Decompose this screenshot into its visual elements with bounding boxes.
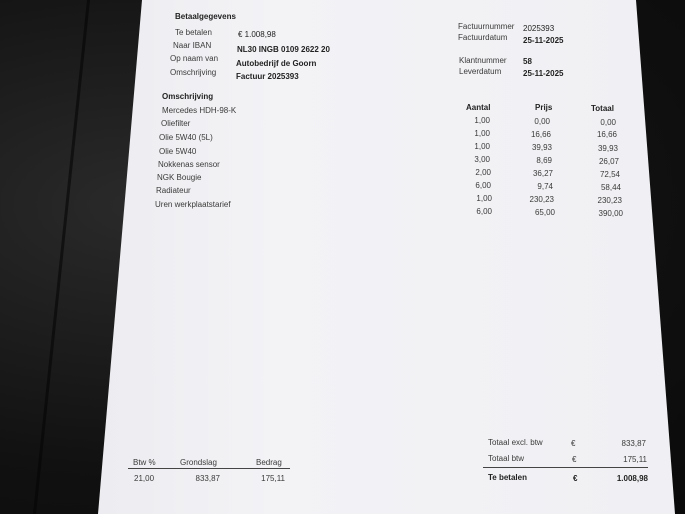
- item-total: 72,54: [599, 170, 620, 179]
- item-description: Radiateur: [156, 186, 191, 195]
- payment-value: Autobedrijf de Goorn: [236, 59, 317, 68]
- item-description: Nokkenas sensor: [158, 160, 220, 169]
- item-qty: 1,00: [474, 142, 490, 151]
- item-qty: 1,00: [476, 194, 492, 203]
- payment-value: Factuur 2025393: [236, 72, 299, 81]
- item-qty: 6,00: [475, 181, 491, 190]
- payment-label: Te betalen: [175, 28, 212, 37]
- totals-grand-label: Te betalen: [488, 473, 527, 482]
- items-header-description: Omschrijving: [162, 92, 214, 101]
- currency-symbol: €: [572, 455, 577, 464]
- totals-label: Totaal btw: [488, 454, 525, 463]
- item-price: 36,27: [532, 169, 553, 178]
- item-description: Olie 5W40: [159, 147, 197, 156]
- items-header-price: Prijs: [535, 103, 553, 112]
- totals-grand-value: 1.008,98: [616, 474, 648, 483]
- currency-symbol: €: [573, 474, 578, 483]
- item-qty: 2,00: [475, 168, 491, 177]
- item-price: 39,93: [531, 143, 552, 152]
- item-total: 39,93: [597, 144, 618, 153]
- item-qty: 1,00: [474, 116, 490, 125]
- payment-heading: Betaalgegevens: [175, 12, 236, 21]
- invoice-label: Factuurnummer: [458, 22, 515, 31]
- item-description: Mercedes HDH-98-K: [162, 106, 237, 115]
- payment-label: Op naam van: [170, 54, 219, 63]
- payment-value: NL30 INGB 0109 2622 20: [237, 45, 330, 54]
- items-header-qty: Aantal: [466, 103, 491, 112]
- item-price: 0,00: [534, 117, 550, 126]
- item-description: NGK Bougie: [157, 173, 202, 182]
- totals-value: 833,87: [621, 439, 646, 448]
- payment-label: Naar IBAN: [173, 41, 212, 50]
- invoice-label: Factuurdatum: [458, 33, 508, 42]
- item-total: 230,23: [597, 196, 622, 205]
- item-total: 58,44: [600, 183, 621, 192]
- invoice-label: Leverdatum: [459, 67, 502, 76]
- item-qty: 6,00: [476, 207, 492, 216]
- totals-value: 175,11: [623, 455, 647, 464]
- totals-divider: [483, 467, 648, 468]
- item-description: Uren werkplaatstarief: [155, 200, 231, 209]
- totals-label: Totaal excl. btw: [488, 438, 543, 447]
- payment-value: € 1.008,98: [238, 30, 276, 39]
- item-price: 9,74: [537, 182, 553, 191]
- item-total: 390,00: [598, 209, 623, 218]
- vat-header-rate: Btw %: [133, 458, 156, 467]
- vat-header-base: Grondslag: [180, 458, 217, 467]
- vat-header-amount: Bedrag: [256, 458, 282, 467]
- item-total: 0,00: [600, 118, 616, 127]
- item-qty: 3,00: [474, 155, 490, 164]
- invoice-value: 25-11-2025: [523, 69, 564, 78]
- vat-amount: 175,11: [261, 474, 285, 483]
- vat-rate: 21,00: [134, 474, 155, 483]
- item-description: Oliefilter: [161, 119, 191, 128]
- payment-label: Omschrijving: [170, 68, 217, 77]
- items-header-total: Totaal: [591, 104, 614, 113]
- item-price: 16,66: [530, 130, 551, 139]
- currency-symbol: €: [571, 439, 576, 448]
- invoice-value: 2025393: [523, 24, 555, 33]
- vat-divider: [128, 468, 290, 469]
- invoice-value: 58: [523, 57, 532, 66]
- item-qty: 1,00: [474, 129, 490, 138]
- item-total: 16,66: [596, 130, 617, 139]
- item-price: 8,69: [536, 156, 552, 165]
- item-price: 65,00: [534, 208, 555, 217]
- item-price: 230,23: [529, 195, 554, 204]
- item-total: 26,07: [598, 157, 619, 166]
- invoice-value: 25-11-2025: [523, 36, 564, 45]
- invoice-label: Klantnummer: [459, 56, 507, 65]
- item-description: Olie 5W40 (5L): [159, 133, 213, 142]
- vat-base: 833,87: [195, 474, 220, 483]
